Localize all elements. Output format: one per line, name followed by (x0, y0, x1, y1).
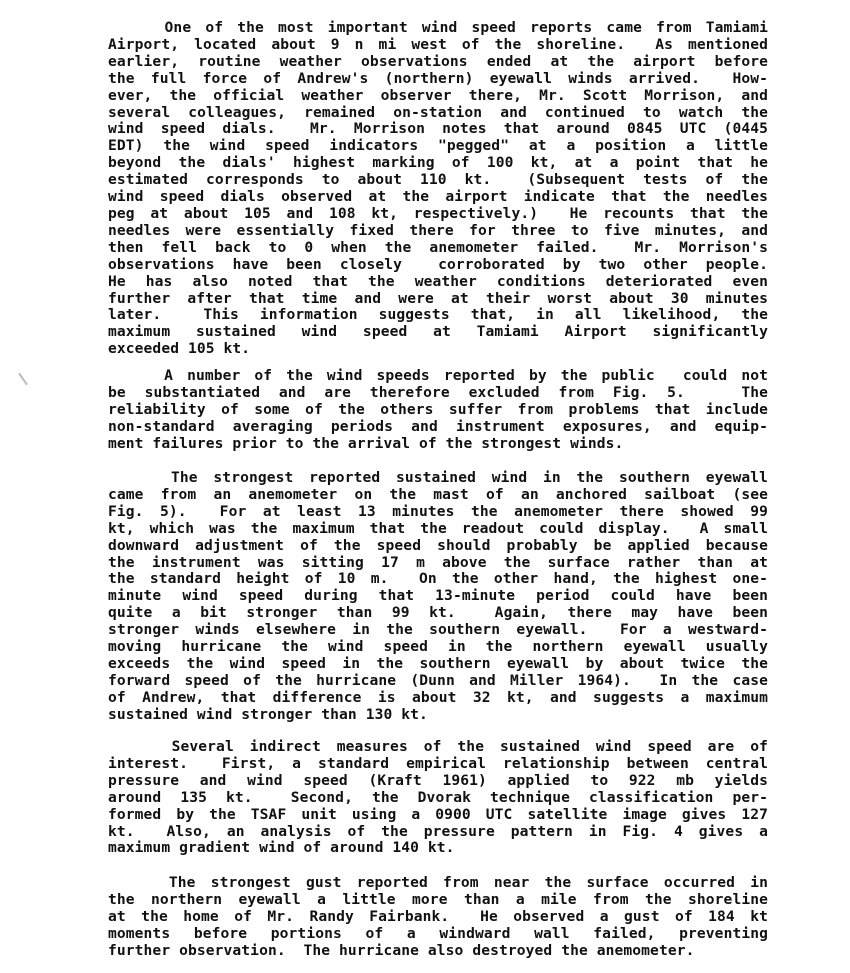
text-line: came from an anemometer on the mast of an anchored sailboat (see (108, 485, 768, 503)
text-line: at the home of Mr. Randy Fairbank. He observed a gust of 184 kt (108, 907, 768, 925)
paragraph-southern-eyewall (108, 470, 768, 724)
paragraph-indirect-measures (108, 739, 768, 857)
paragraph-strongest-gust (108, 875, 768, 960)
text-line: wind speed dials. Mr. Morrison notes that around 0845 UTC (0445 (108, 120, 768, 138)
text-line: One of the most important wind speed reports came from Tamiami (108, 19, 768, 36)
text-line: beyond the dials' highest marking of 100 kt, at a point that he (108, 154, 768, 172)
text-line: kt, which was the maximum that the readout could display. A small (108, 519, 768, 537)
text-line: observations have been closely corroborated by two other people. (108, 255, 768, 273)
text-line: earlier, routine weather observations ended at the airport before (108, 52, 768, 70)
text-line: non-standard averaging periods and instrument exposures, and equip- (108, 417, 768, 435)
text-line: He has also noted that the weather conditions deteriorated even (108, 272, 768, 290)
text-line: The strongest gust reported from near the surface occurred in (108, 874, 768, 891)
text-line: ever, the official weather observer there, Mr. Scott Morrison, and (108, 86, 768, 104)
text-line: interest. First, a standard empirical relationship between central (108, 754, 768, 772)
scan-speck (18, 373, 28, 386)
text-line: maximum gradient wind of around 140 kt. (108, 839, 455, 857)
text-line: then fell back to 0 when the anemometer failed. Mr. Morrison's (108, 238, 768, 256)
paragraph-tamiami-airport (108, 20, 768, 358)
text-line: around 135 kt. Second, the Dvorak technique classification per- (108, 788, 768, 806)
text-line: quite a bit stronger than 99 kt. Again, there may have been (108, 604, 768, 622)
text-line: be substantiated and are therefore excluded from Fig. 5. The (108, 383, 768, 401)
text-line: several colleagues, remained on-station and continued to watch the (108, 103, 768, 121)
text-line: estimated corresponds to about 110 kt. (Subsequent tests of the (108, 171, 768, 189)
text-line: moving hurricane the wind speed in the northern eyewall usually (108, 638, 768, 656)
text-line: exceeded 105 kt. (108, 340, 251, 358)
text-line: further observation. The hurricane also destroyed the anemometer. (108, 941, 695, 959)
text-line: moments before portions of a windward wall failed, preventing (108, 924, 768, 942)
text-line: forward speed of the hurricane (Dunn and Miller 1964). In the case (108, 671, 768, 689)
text-line: the full force of Andrew's (northern) eyewall winds arrived. How- (108, 69, 768, 87)
text-line: Fig. 5). For at least 13 minutes the anemometer there showed 99 (108, 502, 768, 520)
paragraph-public-reports (108, 368, 768, 453)
text-line: maximum sustained wind speed at Tamiami Airport significantly (108, 323, 768, 341)
text-line: The strongest reported sustained wind in the southern eyewall (108, 469, 768, 486)
text-line: the instrument was sitting 17 m above the surface rather than at (108, 553, 768, 571)
text-line: later. This information suggests that, in all likelihood, the (108, 306, 768, 324)
text-line: ment failures prior to the arrival of the strongest winds. (108, 434, 624, 452)
text-line: of Andrew, that difference is about 32 kt, and suggests a maximum (108, 688, 768, 706)
text-line: reliability of some of the others suffer from problems that include (108, 400, 768, 418)
text-line: A number of the wind speeds reported by the public could not (108, 367, 768, 384)
text-line: downward adjustment of the speed should probably be applied because (108, 536, 768, 554)
text-line: further after that time and were at their worst about 30 minutes (108, 289, 768, 307)
text-line: Several indirect measures of the sustained wind speed are of (108, 738, 768, 755)
text-line: exceeds the wind speed in the southern eyewall by about twice the (108, 654, 768, 672)
text-line: the northern eyewall a little more than a mile from the shoreline (108, 890, 768, 908)
text-line: pressure and wind speed (Kraft 1961) applied to 922 mb yields (108, 771, 768, 789)
text-line: minute wind speed during that 13-minute period could have been (108, 587, 768, 605)
text-line: stronger winds elsewhere in the southern eyewall. For a westward- (108, 621, 768, 639)
text-line: formed by the TSAF unit using a 0900 UTC satellite image gives 127 (108, 805, 768, 823)
text-line: sustained wind stronger than 130 kt. (108, 705, 428, 723)
text-line: needles were essentially fixed there for three to five minutes, and (108, 221, 768, 239)
text-line: Airport, located about 9 n mi west of the shoreline. As mentioned (108, 35, 768, 53)
text-line: kt. Also, an analysis of the pressure pattern in Fig. 4 gives a (108, 822, 768, 840)
text-line: peg at about 105 and 108 kt, respectively.) He recounts that the (108, 204, 768, 222)
text-line: EDT) the wind speed indicators "pegged" at a position a little (108, 137, 768, 155)
text-line: wind speed dials observed at the airport indicate that the needles (108, 188, 768, 206)
text-line: the standard height of 10 m. On the other hand, the highest one- (108, 570, 768, 588)
